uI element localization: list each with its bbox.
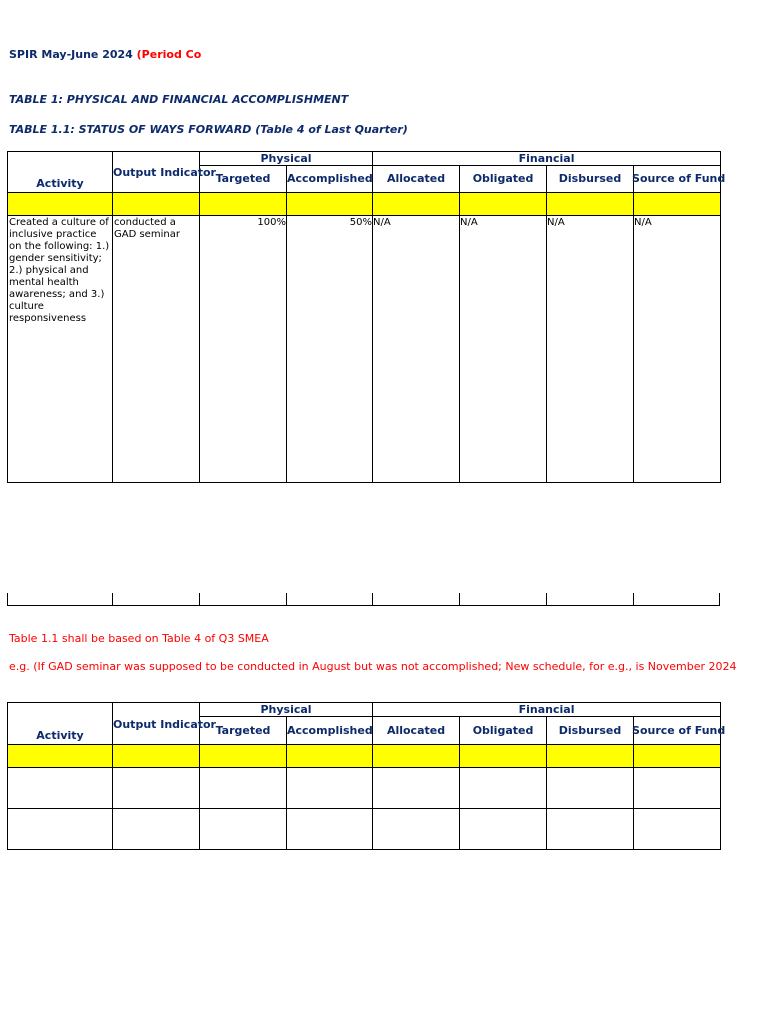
col-allocated: Allocated	[373, 166, 460, 193]
cell-targeted: 100%	[200, 216, 287, 483]
col-output-indicator: Output Indicator	[113, 152, 200, 193]
col-obligated: Obligated	[460, 717, 547, 745]
cell-source-of-fund: N/A	[634, 216, 721, 483]
table-row	[8, 768, 721, 809]
col-accomplished: Accomplished	[287, 717, 373, 745]
col-disbursed: Disbursed	[547, 717, 634, 745]
highlight-row	[8, 745, 721, 768]
page-title	[9, 48, 201, 61]
col-group-physical: Physical	[200, 152, 373, 166]
table-row	[8, 216, 721, 483]
col-targeted: Targeted	[200, 166, 287, 193]
col-disbursed: Disbursed	[547, 166, 634, 193]
cell-accomplished: 50%	[287, 216, 373, 483]
col-output-indicator: Output Indicator	[113, 703, 200, 745]
cell-output-indicator: conducted a GAD seminar	[113, 216, 200, 483]
col-source-of-fund: Source of Fund	[634, 717, 721, 745]
cell-obligated: N/A	[460, 216, 547, 483]
note-example: e.g. (If GAD seminar was supposed to be conducted in August but was not accomplished; New schedule, for e.g., is November 2024	[9, 660, 737, 673]
table-stub	[7, 593, 720, 606]
cell-activity: Created a culture of inclusive practice on the following: 1.) gender sensitivity; 2.) physical and mental health awareness; and 3.) culture responsiveness	[8, 216, 113, 483]
col-activity: Activity	[8, 152, 113, 193]
col-group-physical: Physical	[200, 703, 373, 717]
heading-table-1-1: TABLE 1.1: STATUS OF WAYS FORWARD (Table 4 of Last Quarter)	[9, 123, 408, 136]
col-accomplished: Accomplished	[287, 166, 373, 193]
col-group-financial: Financial	[373, 152, 721, 166]
highlight-row	[8, 193, 721, 216]
ways-forward-table	[7, 151, 726, 483]
note-table-basis: Table 1.1 shall be based on Table 4 of Q3 SMEA	[9, 632, 269, 645]
table-row	[8, 809, 721, 850]
cell-allocated: N/A	[373, 216, 460, 483]
physical-financial-table	[7, 702, 726, 850]
col-obligated: Obligated	[460, 166, 547, 193]
col-activity: Activity	[8, 703, 113, 745]
col-allocated: Allocated	[373, 717, 460, 745]
col-targeted: Targeted	[200, 717, 287, 745]
col-group-financial: Financial	[373, 703, 721, 717]
col-source-of-fund: Source of Fund	[634, 166, 721, 193]
heading-table-1: TABLE 1: PHYSICAL AND FINANCIAL ACCOMPLISHMENT	[9, 93, 349, 106]
cell-disbursed: N/A	[547, 216, 634, 483]
title-period: (Period Co	[136, 48, 202, 61]
title-main: SPIR May-June 2024	[9, 48, 137, 61]
